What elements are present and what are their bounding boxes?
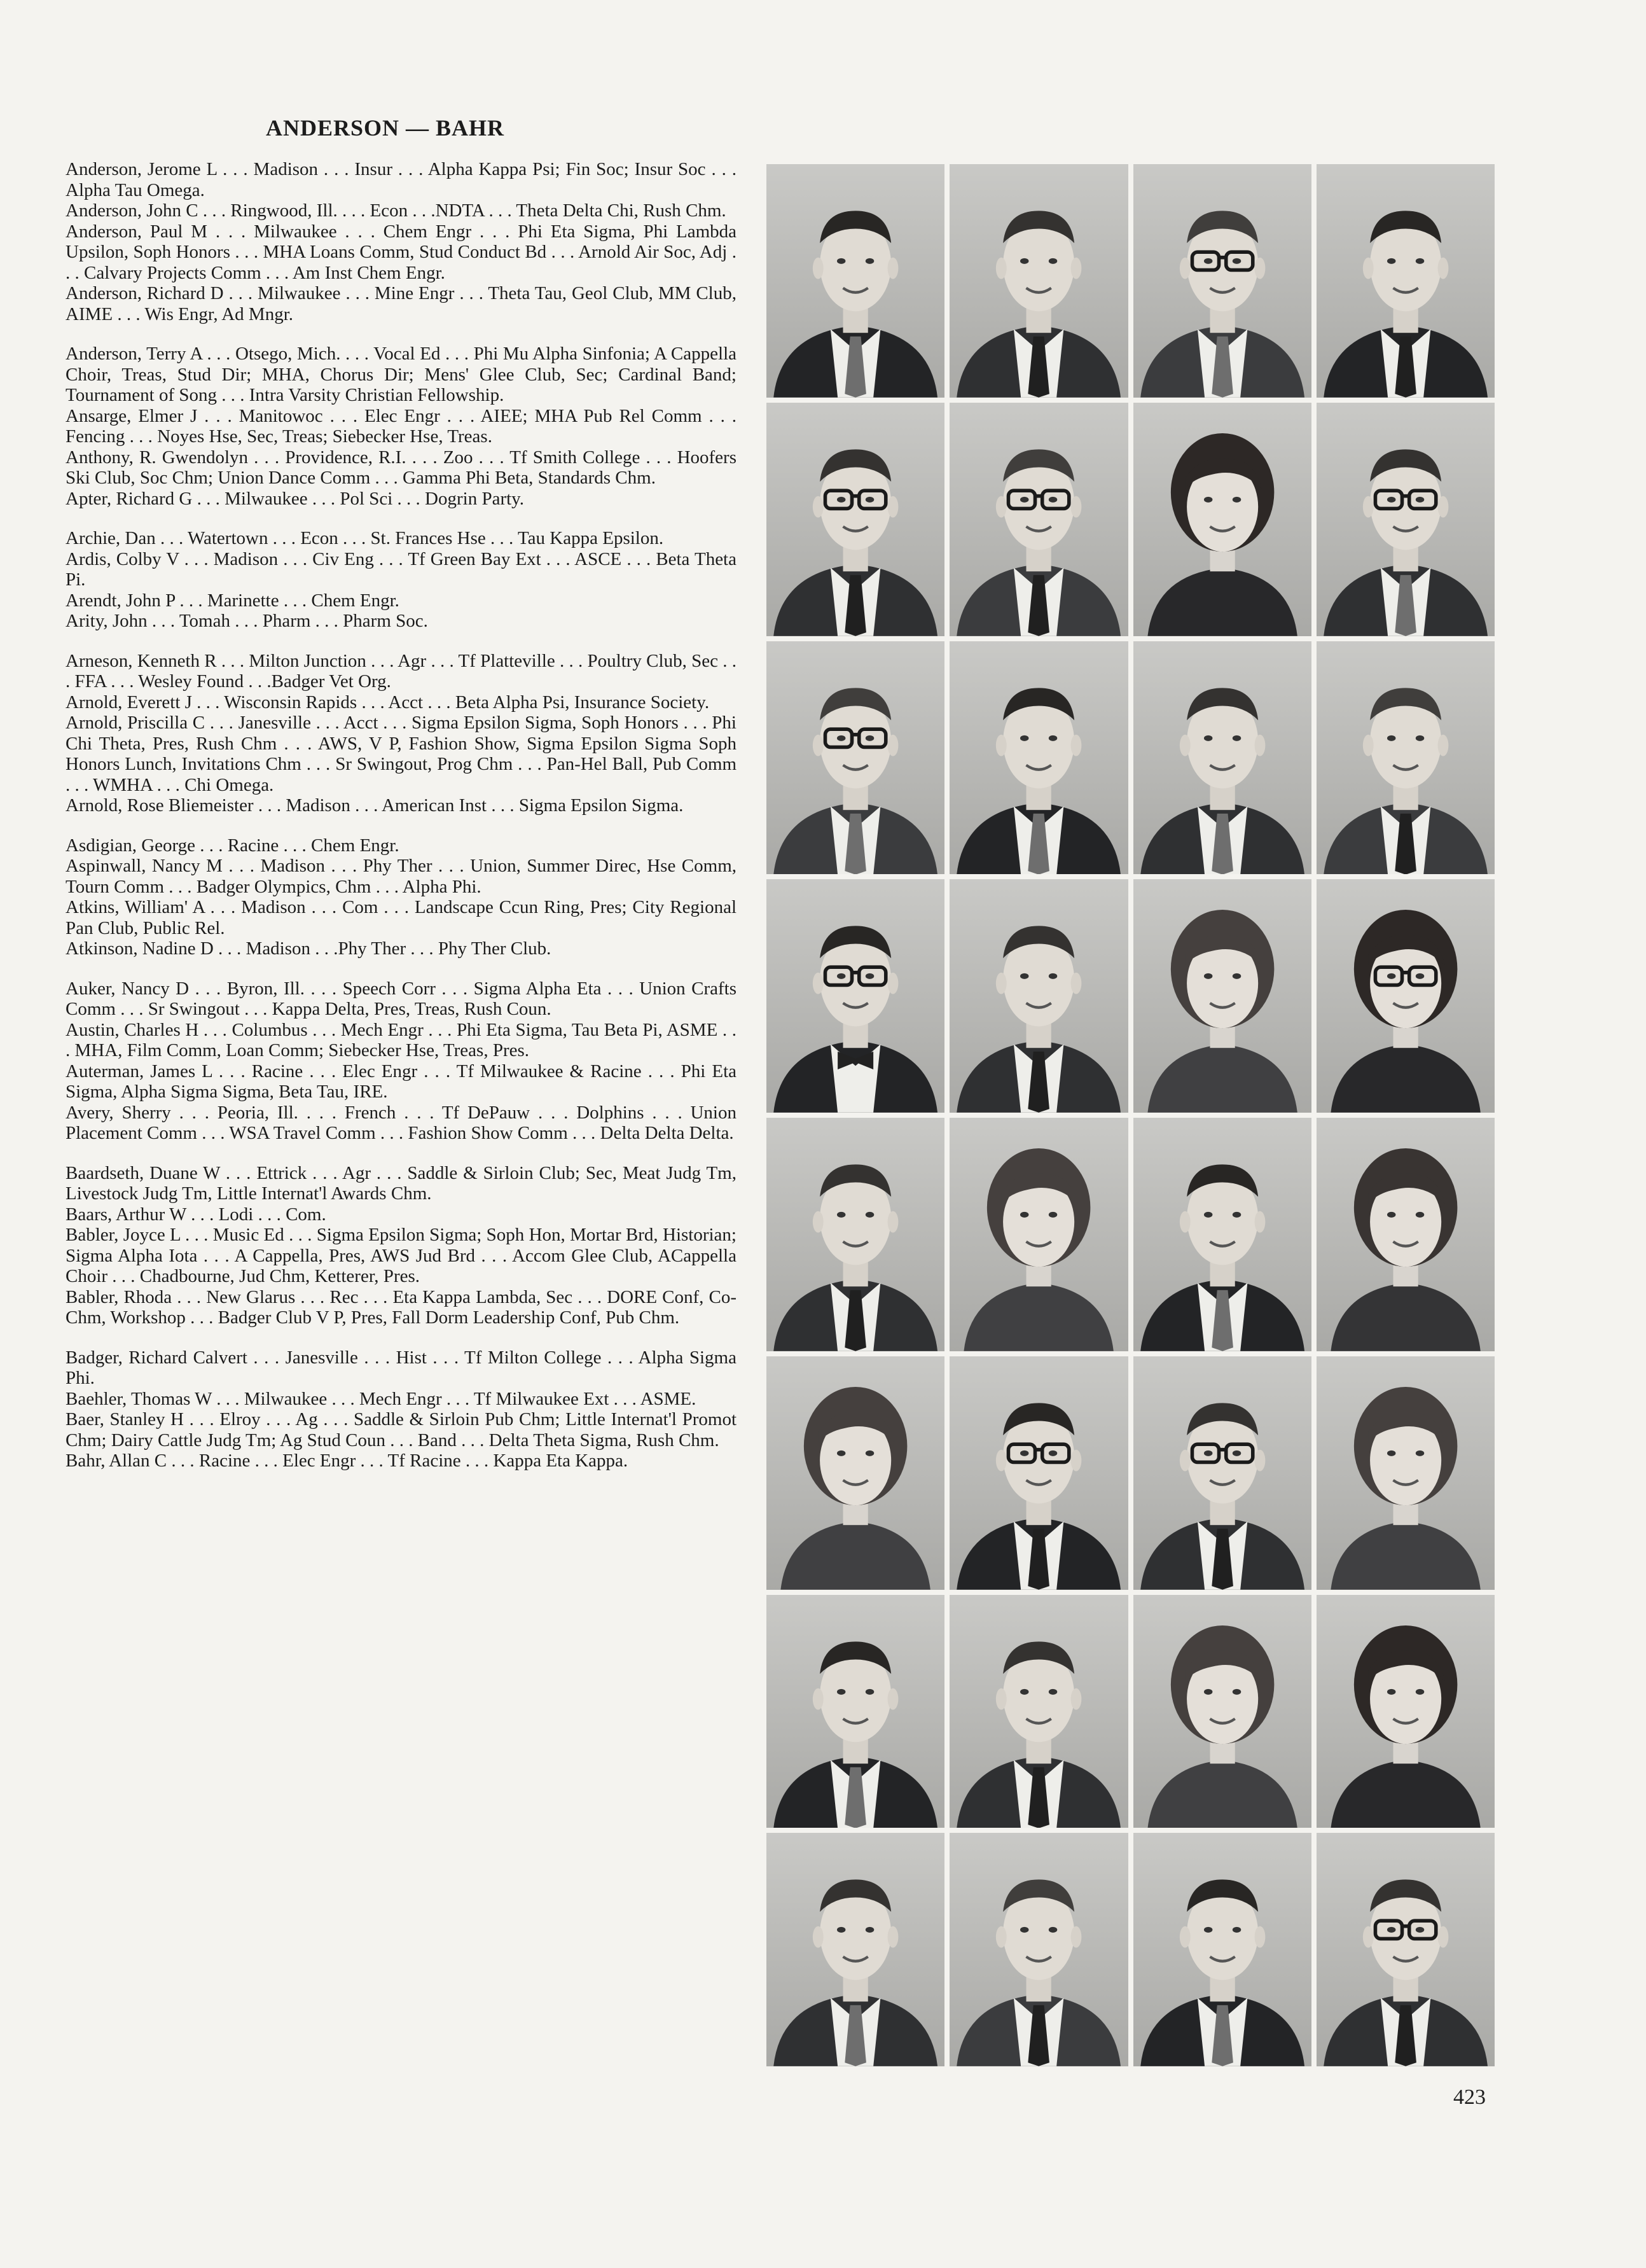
student-portrait: [766, 1833, 944, 2066]
student-portrait: [1133, 879, 1311, 1113]
portrait-photo: [1317, 1833, 1495, 2066]
student-entry: Anderson, John C . . . Ringwood, Ill. . . . Econ . . .NDTA . . . Theta Delta Chi, Rush Chm.: [66, 200, 726, 221]
portrait-photo: [766, 1356, 944, 1590]
student-portrait: [766, 641, 944, 875]
student-entry: Babler, Joyce L . . . Music Ed . . . Sigma Epsilon Sigma; Soph Hon, Mortar Brd, Historian; Sigma Alpha Iota . . . A Cappella, Pres, AWS Jud Brd . . . Accom Glee Club, ACappella Choir . . . Chadbourne, Jud Chm, Ketterer, Pres.: [66, 1225, 737, 1286]
student-entry: Arendt, John P . . . Marinette . . . Chem Engr.: [66, 590, 399, 611]
portrait-photo: [950, 164, 1128, 398]
student-portrait: [950, 1833, 1128, 2066]
student-entry: Apter, Richard G . . . Milwaukee . . . Pol Sci . . . Dogrin Party.: [66, 488, 525, 509]
portrait-photo: [1317, 879, 1495, 1113]
entry-group: [66, 528, 737, 632]
portrait-photo: [1317, 641, 1495, 875]
entry-group: [66, 651, 737, 816]
student-portrait: [766, 164, 944, 398]
student-portrait: [950, 641, 1128, 875]
student-portrait: [1317, 1595, 1495, 1828]
portrait-photo: [1133, 164, 1311, 398]
student-entry: Baehler, Thomas W . . . Milwaukee . . . Mech Engr . . . Tf Milwaukee Ext . . . ASME.: [66, 1388, 696, 1409]
student-portrait: [1317, 879, 1495, 1113]
portrait-photo: [1133, 403, 1311, 636]
portrait-photo: [766, 879, 944, 1113]
student-portrait: [1317, 1118, 1495, 1351]
student-entry: Atkinson, Nadine D . . . Madison . . .Phy Ther . . . Phy Ther Club.: [66, 938, 551, 959]
student-entry: Archie, Dan . . . Watertown . . . Econ . . . St. Frances Hse . . . Tau Kappa Epsilon.: [66, 528, 664, 548]
portrait-photo: [950, 1356, 1128, 1590]
portrait-photo: [950, 1833, 1128, 2066]
entry-group: [66, 835, 737, 959]
student-entry: Anderson, Paul M . . . Milwaukee . . . Chem Engr . . . Phi Eta Sigma, Phi Lambda Upsilon, Soph Honors . . . MHA Loans Comm, Stud Conduct Bd . . . Arnold Air Soc, Adj . . . Calvary Projects Comm . . . Am Inst Chem Engr.: [66, 221, 737, 283]
portrait-photo: [950, 1595, 1128, 1828]
student-entry: Arity, John . . . Tomah . . . Pharm . . . Pharm Soc.: [66, 611, 428, 631]
student-portrait: [766, 403, 944, 636]
student-entry: Anthony, R. Gwendolyn . . . Providence, R.I. . . . Zoo . . . Tf Smith College . . . Hoofers Ski Club, Soc Chm; Union Dance Comm . . . Gamma Phi Beta, Standards Chm.: [66, 447, 737, 488]
portrait-photo: [1317, 1595, 1495, 1828]
student-portrait: [950, 1118, 1128, 1351]
portrait-photo: [950, 1118, 1128, 1351]
entry-group: [66, 159, 737, 324]
student-entry: Anderson, Terry A . . . Otsego, Mich. . . . Vocal Ed . . . Phi Mu Alpha Sinfonia; A Cappella Choir, Treas, Stud Dir; MHA, Chorus Dir; Mens' Glee Club, Sec; Cardinal Band; Tournament of Song . . . Intra Varsity Christian Fellowship.: [66, 344, 737, 405]
student-entry: Baars, Arthur W . . . Lodi . . . Com.: [66, 1204, 326, 1225]
portrait-photo: [1317, 1118, 1495, 1351]
student-portrait: [1317, 403, 1495, 636]
student-entry: Ansarge, Elmer J . . . Manitowoc . . . Elec Engr . . . AIEE; MHA Pub Rel Comm . . . Fencing . . . Noyes Hse, Sec, Treas; Siebecker Hse, Treas.: [66, 405, 737, 447]
student-entry: Baardseth, Duane W . . . Ettrick . . . Agr . . . Saddle & Sirloin Club; Sec, Meat Judg Tm, Livestock Judg Tm, Little Internat'l Awards Chm.: [66, 1162, 737, 1204]
student-portrait: [950, 1356, 1128, 1590]
portrait-photo: [950, 879, 1128, 1113]
student-portrait: [766, 1356, 944, 1590]
student-portrait: [1133, 1118, 1311, 1351]
student-entry: Asdigian, George . . . Racine . . . Chem Engr.: [66, 835, 399, 856]
portrait-photo: [1133, 879, 1311, 1113]
student-entry: Atkins, William' A . . . Madison . . . Com . . . Landscape Ccun Ring, Pres; City Regional Pan Club, Public Rel.: [66, 897, 737, 938]
student-portrait: [1317, 164, 1495, 398]
student-portrait: [1133, 164, 1311, 398]
student-portrait: [766, 1118, 944, 1351]
student-entry: Anderson, Jerome L . . . Madison . . . Insur . . . Alpha Kappa Psi; Fin Soc; Insur Soc . . . Alpha Tau Omega.: [66, 159, 737, 200]
portrait-photo: [766, 164, 944, 398]
student-portrait: [1133, 1833, 1311, 2066]
student-entry: Avery, Sherry . . . Peoria, Ill. . . . French . . . Tf DePauw . . . Dolphins . . . Union Placement Comm . . . WSA Travel Comm . . . Fashion Show Comm . . . Delta Delta Delta.: [66, 1102, 737, 1143]
student-entry: Auterman, James L . . . Racine . . . Elec Engr . . . Tf Milwaukee & Racine . . . Phi Eta Sigma, Alpha Sigma Sigma, Beta Tau, IRE.: [66, 1061, 737, 1102]
portrait-photo: [1133, 1595, 1311, 1828]
portrait-photo: [766, 403, 944, 636]
student-portrait: [1133, 1595, 1311, 1828]
student-entry: Bahr, Allan C . . . Racine . . . Elec Engr . . . Tf Racine . . . Kappa Eta Kappa.: [66, 1451, 628, 1471]
student-portrait: [1317, 1356, 1495, 1590]
student-entry: Auker, Nancy D . . . Byron, Ill. . . . Speech Corr . . . Sigma Alpha Eta . . . Union Crafts Comm . . . Sr Swingout . . . Kappa Delta, Pres, Treas, Rush Coun.: [66, 978, 737, 1019]
portrait-photo: [950, 641, 1128, 875]
student-entry: Baer, Stanley H . . . Elroy . . . Ag . . . Saddle & Sirloin Pub Chm; Little Internat'l Promot Chm; Dairy Cattle Judg Tm; Ag Stud Coun . . . Band . . . Delta Theta Sigma, Rush Chm.: [66, 1409, 737, 1451]
student-entry: Arneson, Kenneth R . . . Milton Junction . . . Agr . . . Tf Platteville . . . Poultry Club, Sec . . . FFA . . . Wesley Found . . .Badger Vet Org.: [66, 650, 737, 692]
entries-column: [66, 159, 737, 1491]
entry-group: [66, 1347, 737, 1471]
student-portrait: [950, 1595, 1128, 1828]
portrait-photo: [766, 1833, 944, 2066]
student-portrait: [950, 403, 1128, 636]
portrait-photo: [1133, 1356, 1311, 1590]
portrait-photo: [1317, 1356, 1495, 1590]
portrait-photo: [1317, 164, 1495, 398]
student-portrait: [766, 879, 944, 1113]
entry-group: [66, 1163, 737, 1328]
student-portrait: [1317, 641, 1495, 875]
student-portrait: [950, 879, 1128, 1113]
portrait-photo: [1133, 1833, 1311, 2066]
student-portrait: [1317, 1833, 1495, 2066]
portrait-photo: [766, 641, 944, 875]
student-entry: Arnold, Rose Bliemeister . . . Madison . . . American Inst . . . Sigma Epsilon Sigma.: [66, 795, 684, 816]
student-entry: Arnold, Priscilla C . . . Janesville . . . Acct . . . Sigma Epsilon Sigma, Soph Honors . . . Phi Chi Theta, Pres, Rush Chm . . . AWS, V P, Fashion Show, Sigma Epsilon Sigma Soph Honors Lunch, Invitations Chm . . . Sr Swingout, Prog Chm . . . Pan-Hel Ball, Pub Comm . . . WMHA . . . Chi Omega.: [66, 713, 737, 795]
student-entry: Austin, Charles H . . . Columbus . . . Mech Engr . . . Phi Eta Sigma, Tau Beta Pi, ASME . . . MHA, Film Comm, Loan Comm; Siebecker Hse, Treas, Pres.: [66, 1019, 737, 1061]
student-portrait: [1133, 641, 1311, 875]
student-portrait: [950, 164, 1128, 398]
student-entry: Anderson, Richard D . . . Milwaukee . . . Mine Engr . . . Theta Tau, Geol Club, MM Club, AIME . . . Wis Engr, Ad Mngr.: [66, 283, 737, 324]
page-number: 423: [1453, 2085, 1486, 2109]
entry-group: [66, 978, 737, 1144]
portrait-photo: [1133, 1118, 1311, 1351]
portrait-photo: [1317, 403, 1495, 636]
portrait-photo: [766, 1118, 944, 1351]
student-portrait: [766, 1595, 944, 1828]
student-entry: Aspinwall, Nancy M . . . Madison . . . Phy Ther . . . Union, Summer Direc, Hse Comm, Tourn Comm . . . Badger Olympics, Chm . . . Alpha Phi.: [66, 856, 737, 897]
student-entry: Badger, Richard Calvert . . . Janesville . . . Hist . . . Tf Milton College . . . Alpha Sigma Phi.: [66, 1347, 737, 1388]
student-entry: Arnold, Everett J . . . Wisconsin Rapids . . . Acct . . . Beta Alpha Psi, Insurance Society.: [66, 692, 710, 713]
page-title: ANDERSON — BAHR: [266, 115, 505, 141]
student-portrait: [1133, 1356, 1311, 1590]
portrait-grid: [766, 164, 1495, 2066]
student-entry: Ardis, Colby V . . . Madison . . . Civ Eng . . . Tf Green Bay Ext . . . ASCE . . . Beta Theta Pi.: [66, 548, 737, 590]
entry-group: [66, 344, 737, 509]
portrait-photo: [766, 1595, 944, 1828]
student-entry: Babler, Rhoda . . . New Glarus . . . Rec . . . Eta Kappa Lambda, Sec . . . DORE Conf, Co-Chm, Workshop . . . Badger Club V P, Pres, Fall Dorm Leadership Conf, Pub Chm.: [66, 1286, 737, 1328]
portrait-photo: [1133, 641, 1311, 875]
student-portrait: [1133, 403, 1311, 636]
portrait-photo: [950, 403, 1128, 636]
